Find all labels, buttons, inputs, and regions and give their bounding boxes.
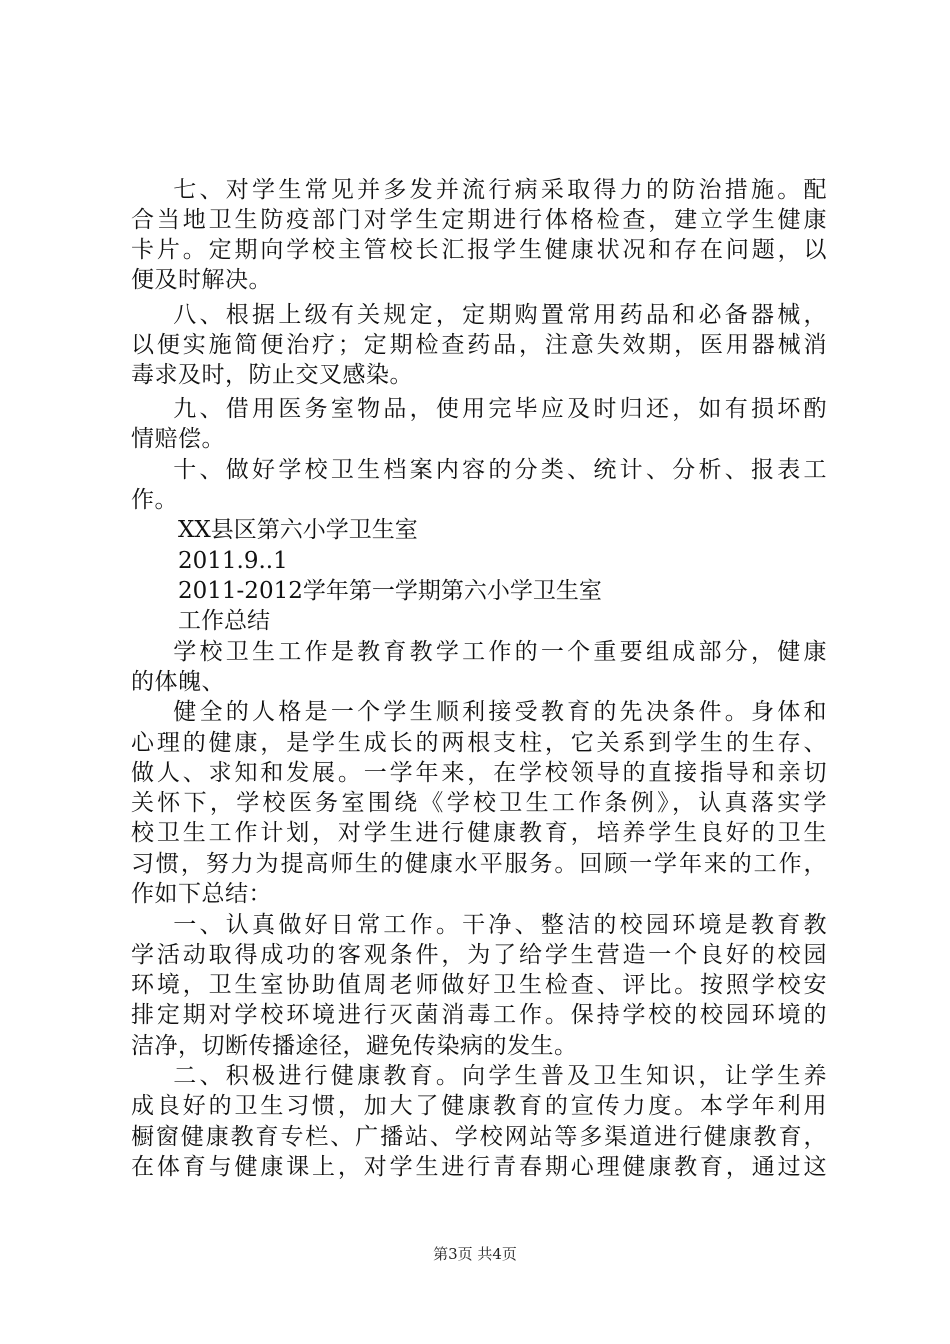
text-line: 校卫生工作计划，对学生进行健康教育，培养学生良好的卫生 (131, 820, 827, 846)
text-line: 卡片。定期向学校主管校长汇报学生健康状况和存在问题，以 (131, 237, 827, 263)
text-line: 健全的人格是一个学生顺利接受教育的先决条件。身体和 (131, 699, 827, 725)
signature-org: XX县区第六小学卫生室 (178, 517, 418, 543)
text-line: 在体育与健康课上，对学生进行青春期心理健康教育，通过这 (131, 1154, 827, 1180)
text-line: 环境，卫生室协助值周老师做好卫生检查、评比。按照学校安 (131, 972, 827, 998)
text-line: 十、做好学校卫生档案内容的分类、统计、分析、报表工 (131, 457, 827, 483)
text-line: 洁净，切断传播途径，避免传染病的发生。 (131, 1033, 578, 1059)
text-line: 习惯，努力为提高师生的健康水平服务。回顾一学年来的工作， (131, 851, 827, 877)
text-line: 学校卫生工作是教育教学工作的一个重要组成部分，健康 (131, 639, 827, 665)
text-line: 关怀下，学校医务室围绕《学校卫生工作条例》，认真落实学 (131, 790, 827, 816)
text-line: 橱窗健康教育专栏、广播站、学校网站等多渠道进行健康教育， (131, 1124, 827, 1150)
text-line: 合当地卫生防疫部门对学生定期进行体格检查，建立学生健康 (131, 207, 827, 233)
text-line: 作如下总结： (131, 881, 272, 907)
text-line: 成良好的卫生习惯，加大了健康教育的宣传力度。本学年利用 (131, 1093, 827, 1119)
text-line: 便及时解决。 (131, 267, 272, 293)
text-line: 毒求及时，防止交叉感染。 (131, 362, 413, 388)
text-line: 学活动取得成功的客观条件，为了给学生营造一个良好的校园 (131, 942, 827, 968)
section-subtitle: 工作总结 (178, 608, 270, 634)
text-line: 心理的健康，是学生成长的两根支柱，它关系到学生的生存、 (131, 730, 827, 756)
text-line: 做人、求知和发展。一学年来，在学校领导的直接指导和亲切 (131, 760, 827, 786)
text-line: 情赔偿。 (131, 426, 225, 452)
text-line: 九、借用医务室物品，使用完毕应及时归还，如有损坏酌 (131, 396, 827, 422)
signature-date: 2011.9..1 (178, 548, 288, 574)
section-title: 2011-2012学年第一学期第六小学卫生室 (178, 578, 602, 604)
text-line: 排定期对学校环境进行灭菌消毒工作。保持学校的校园环境的 (131, 1002, 827, 1028)
text-line: 一、认真做好日常工作。干净、整洁的校园环境是教育教 (131, 912, 827, 938)
text-line: 二、积极进行健康教育。向学生普及卫生知识，让学生养 (131, 1063, 827, 1089)
text-line: 作。 (131, 487, 178, 513)
text-line: 以便实施简便治疗；定期检查药品，注意失效期，医用器械消 (131, 332, 827, 358)
text-line: 七、对学生常见并多发并流行病采取得力的防治措施。配 (131, 177, 827, 203)
text-line: 八、根据上级有关规定，定期购置常用药品和必备器械， (131, 302, 827, 328)
page-number-footer: 第3页 共4页 (433, 1245, 517, 1263)
text-line: 的体魄、 (131, 669, 225, 695)
